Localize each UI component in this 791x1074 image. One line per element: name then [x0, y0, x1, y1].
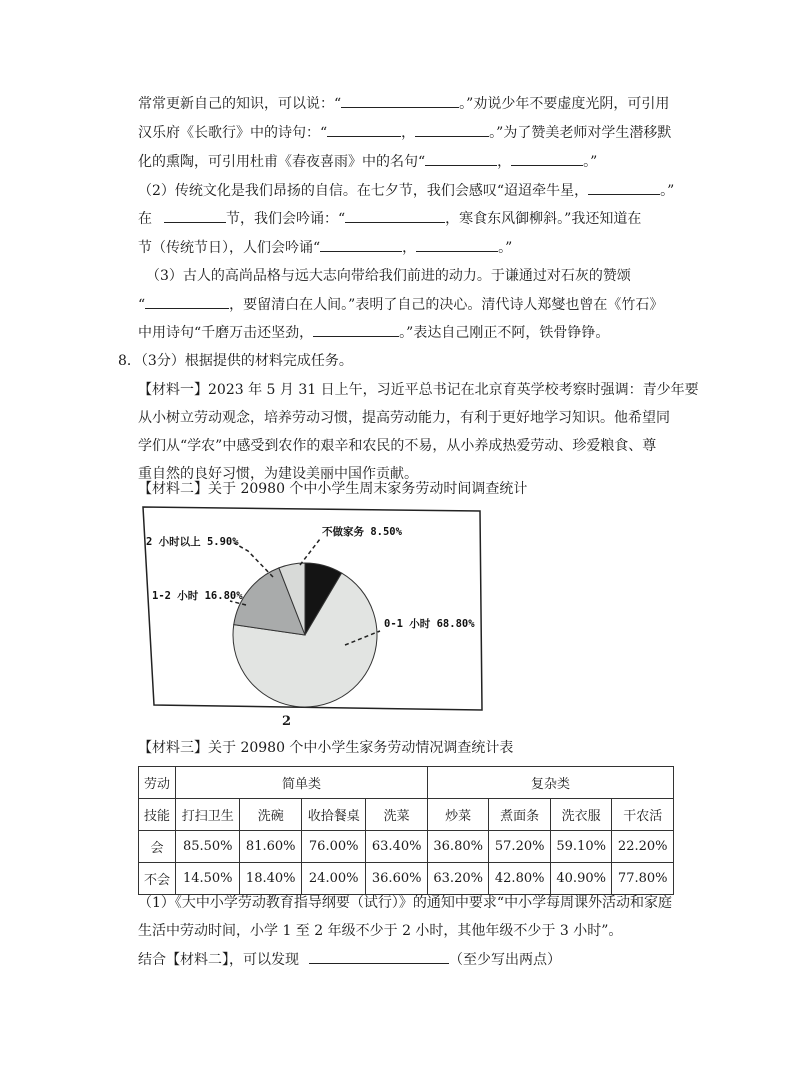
text: （1）《大中小学劳动教育指导纲要（试行）》的通知中要求“中小学每周课外活动和家庭 — [138, 895, 673, 911]
table-cell: 76.00% — [301, 831, 365, 863]
table-cell: 63.20% — [427, 863, 489, 895]
text: 【材料三】关于 20980 个中小学生家务劳动情况调查统计表 — [138, 740, 514, 756]
text: 从小树立劳动观念，培养劳动习惯，提高劳动能力，有利于更好地学习知识。他希望同 — [138, 410, 670, 426]
answer-blank — [164, 208, 226, 223]
text: 节，我们会吟诵：“ — [226, 211, 346, 227]
row-label: 会 — [139, 831, 176, 863]
answer-blank — [511, 151, 583, 166]
text: 重自然的良好习惯，为建设美丽中国作贡献。 — [138, 466, 418, 482]
slice-label: 0-1 小时 68.80% — [384, 618, 475, 630]
text: ， — [401, 125, 416, 141]
column-header: 炒菜 — [427, 799, 489, 831]
group-complex-header: 复杂类 — [427, 767, 673, 799]
column-header: 洗衣服 — [550, 799, 612, 831]
text: 在 — [138, 211, 152, 227]
text: 。”为了赞美老师对学生潜移默 — [489, 125, 672, 141]
material1-line1 — [138, 380, 699, 400]
text: （2）传统文化是我们昂扬的自信。在七夕节，我们会感叹“迢迢牵牛星， — [138, 183, 589, 199]
text: 中用诗句“千磨万击还坚劲， — [138, 325, 314, 341]
table-cell: 24.00% — [301, 863, 365, 895]
column-header: 干农活 — [612, 799, 674, 831]
answer-blank — [425, 151, 497, 166]
chart-caption: 2 — [282, 714, 292, 729]
survey-table — [138, 766, 674, 895]
answer-blank — [327, 122, 401, 137]
para2-line1 — [138, 180, 674, 201]
text: 常常更新自己的知识，可以说：“ — [138, 96, 342, 112]
text: ， — [402, 240, 417, 256]
answer-blank — [415, 122, 489, 137]
table-cell: 40.90% — [550, 863, 612, 895]
text: 8．（3分）根据提供的材料完成任务。 — [118, 353, 353, 369]
table-cell: 36.80% — [427, 831, 489, 863]
slice-label: 2 小时以上 5.90% — [146, 536, 239, 548]
table-cell: 14.50% — [176, 863, 240, 895]
material2-title — [138, 479, 527, 499]
slice-label: 1-2 小时 16.80% — [152, 590, 243, 602]
answer-blank — [320, 237, 402, 252]
column-header: 收拾餐桌 — [301, 799, 365, 831]
table-cell: 85.50% — [176, 831, 240, 863]
answer-blank — [145, 294, 229, 309]
para2-line2 — [138, 208, 641, 229]
para1-line1 — [138, 93, 669, 114]
task-line1 — [138, 893, 672, 913]
column-header: 洗碗 — [240, 799, 302, 831]
text: 【材料一】2023 年 5 月 31 日上午，习近平总书记在北京育英学校考察时强调：青少年要 — [138, 382, 699, 398]
table-row — [139, 863, 674, 895]
material1-line2 — [138, 408, 670, 428]
para1-line2 — [138, 122, 671, 143]
corner-top-label: 劳动 — [143, 777, 170, 792]
text: 。”劝说少年不要虚度光阴，可引用 — [459, 96, 670, 112]
group-simple-header: 简单类 — [176, 767, 428, 799]
text: ， — [497, 154, 512, 170]
question-8-header — [118, 351, 353, 371]
table-cell: 22.20% — [612, 831, 674, 863]
para2-line3 — [138, 237, 512, 258]
text: 【材料二】关于 20980 个中小学生周末家务劳动时间调查统计 — [138, 481, 528, 497]
row-label: 不会 — [139, 863, 176, 895]
task-line3 — [138, 949, 561, 970]
para3-line1 — [146, 266, 631, 286]
text: 结合【材料二】，可以发现 — [138, 952, 299, 968]
text: 汉乐府《长歌行》中的诗句：“ — [138, 125, 328, 141]
text: “ — [138, 297, 146, 313]
table-cell: 77.80% — [612, 863, 674, 895]
column-header: 洗菜 — [366, 799, 428, 831]
table-cell: 36.60% — [366, 863, 428, 895]
text: 。”表达自己刚正不阿，铁骨铮铮。 — [399, 325, 610, 341]
material3-title — [138, 738, 513, 758]
answer-blank — [588, 180, 660, 195]
para1-line3 — [138, 151, 597, 172]
task-line2 — [138, 921, 622, 941]
answer-blank — [309, 949, 449, 964]
answer-blank — [341, 93, 459, 108]
text: （至少写出两点） — [449, 952, 561, 968]
column-header: 打扫卫生 — [176, 799, 240, 831]
slice-label: 不做家务 8.50% — [322, 526, 402, 538]
text: ，要留清白在人间。”表明了自己的决心。清代诗人郑燮也曾在《竹石》 — [229, 297, 664, 313]
table-cell: 59.10% — [550, 831, 612, 863]
text: 学们从“学农”中感受到农作的艰辛和农民的不易，从小养成热爱劳动、珍爱粮食、尊 — [138, 438, 657, 454]
text: 。” — [660, 183, 675, 199]
text: 生活中劳动时间，小学 1 至 2 年级不少于 2 小时，其他年级不少于 3 小时”。 — [138, 923, 623, 939]
corner-cell — [139, 767, 176, 799]
answer-blank — [416, 237, 498, 252]
material1-line3 — [138, 436, 656, 456]
table-cell: 42.80% — [489, 863, 551, 895]
text: 。” — [498, 240, 513, 256]
pie-chart — [140, 505, 485, 715]
text: ，寒食东风御柳斜。”我还知道在 — [445, 211, 642, 227]
text: 化的熏陶，可引用杜甫《春夜喜雨》中的名句“ — [138, 154, 426, 170]
para3-line3 — [138, 322, 609, 343]
table-cell: 81.60% — [240, 831, 302, 863]
answer-blank — [313, 322, 399, 337]
table-cell: 18.40% — [240, 863, 302, 895]
table-cell: 57.20% — [489, 831, 551, 863]
para3-line2 — [138, 294, 663, 315]
text: （3）古人的高尚品格与远大志向带给我们前进的动力。于谦通过对石灰的赞颂 — [146, 268, 631, 284]
table-row — [139, 831, 674, 863]
column-header: 煮面条 — [489, 799, 551, 831]
text: 节（传统节日），人们会吟诵“ — [138, 240, 321, 256]
table-cell: 63.40% — [366, 831, 428, 863]
answer-blank — [345, 208, 445, 223]
corner-cell-bottom: 技能 — [139, 799, 176, 831]
text: 。” — [583, 154, 598, 170]
